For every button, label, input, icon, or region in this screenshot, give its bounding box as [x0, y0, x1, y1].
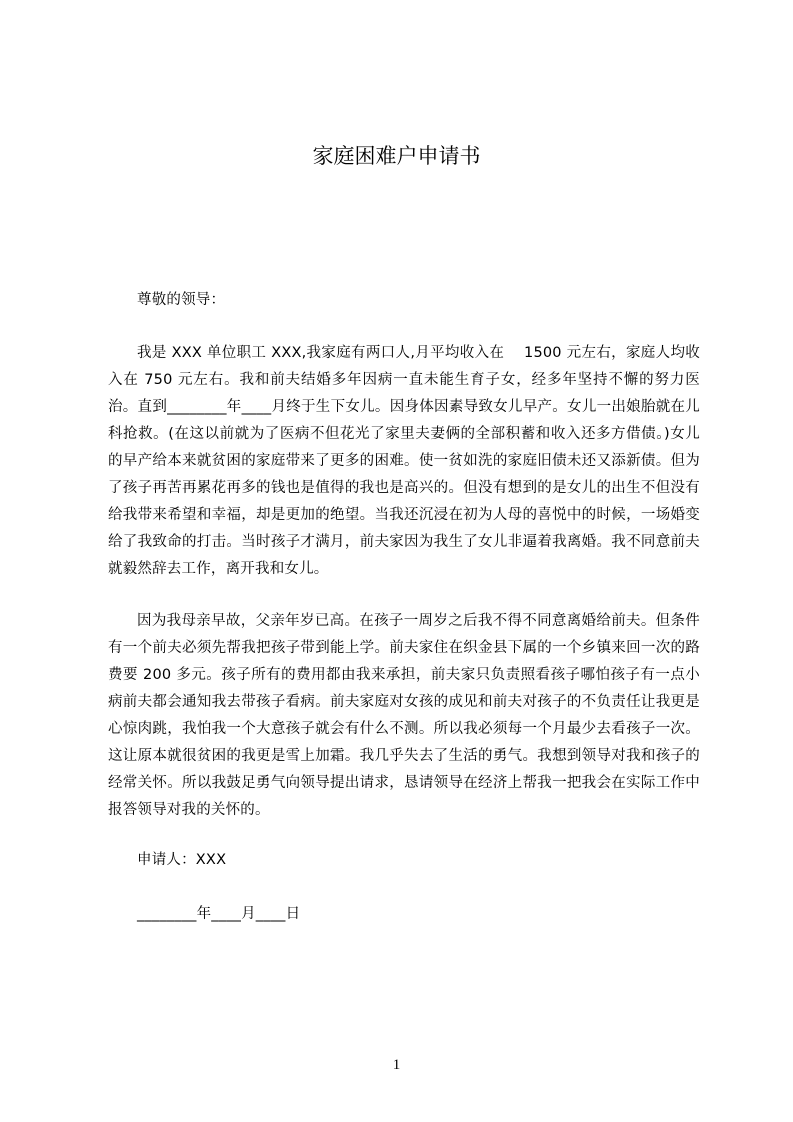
paragraph-1-text: 我是 XXX 单位职工 XXX,我家庭有两口人,月平均收入在 1500 元左右，家庭人均收入在 750 元左右。我和前夫结婚多年因病一直未能生育子女，经多年坚持不懈的努力医治。直到________年____月终于生下女儿。因身体因素导致女儿早产。女儿一出娘胎就在儿科抢救。(在这以前就为了医病不但花光了家里夫妻俩的全部积蓄和收入还多方借债。)女儿的早产给本来就贫困的家庭带来了更多的困难。使一贫如洗的家庭旧债未还又添新债。但为了孩子再苦再累花再多的钱也是值得的我也是高兴的。但没有想到的是女儿的出生不但没有给我带来希望和幸福，却是更加的绝望。当我还沉浸在初为人母的喜悦中的时候，一场婚变给了我致命的打击。当时孩子才满月，前夫家因为我生了女儿非逼着我离婚。我不同意前夫就毅然辞去工作，离开我和女儿。: [108, 345, 700, 577]
paragraph-2: [108, 608, 700, 824]
applicant-line: [108, 847, 700, 874]
paragraph-1: [108, 340, 700, 583]
document-title: 家庭困难户申请书: [312, 144, 481, 168]
salutation-text: 尊敬的领导：: [137, 292, 226, 308]
salutation: [108, 287, 700, 314]
page-number: 1: [392, 1057, 401, 1073]
applicant-text: 申请人：XXX: [137, 852, 227, 868]
date-line: [108, 901, 700, 928]
paragraph-2-text: 因为我母亲早故，父亲年岁已高。在孩子一周岁之后我不得不同意离婚给前夫。但条件有一个前夫必须先帮我把孩子带到能上学。前夫家住在织金县下属的一个乡镇来回一次的路费要 200 多元。孩子所有的费用都由我来承担，前夫家只负责照看孩子哪怕孩子有一点小病前夫都会通知我去带孩子看病。前夫家庭对女孩的成见和前夫对孩子的不负责任让我更是心惊肉跳，我怕我一个大意孩子就会有什么不测。所以我必须每一个月最少去看孩子一次。这让原本就很贫困的我更是雪上加霜。我几乎失去了生活的勇气。我想到领导对我和孩子的经常关怀。所以我鼓足勇气向领导提出请求，恳请领导在经济上帮我一把我会在实际工作中报答领导对我的关怀的。: [108, 613, 700, 818]
date-text: ________年____月____日: [137, 906, 301, 922]
